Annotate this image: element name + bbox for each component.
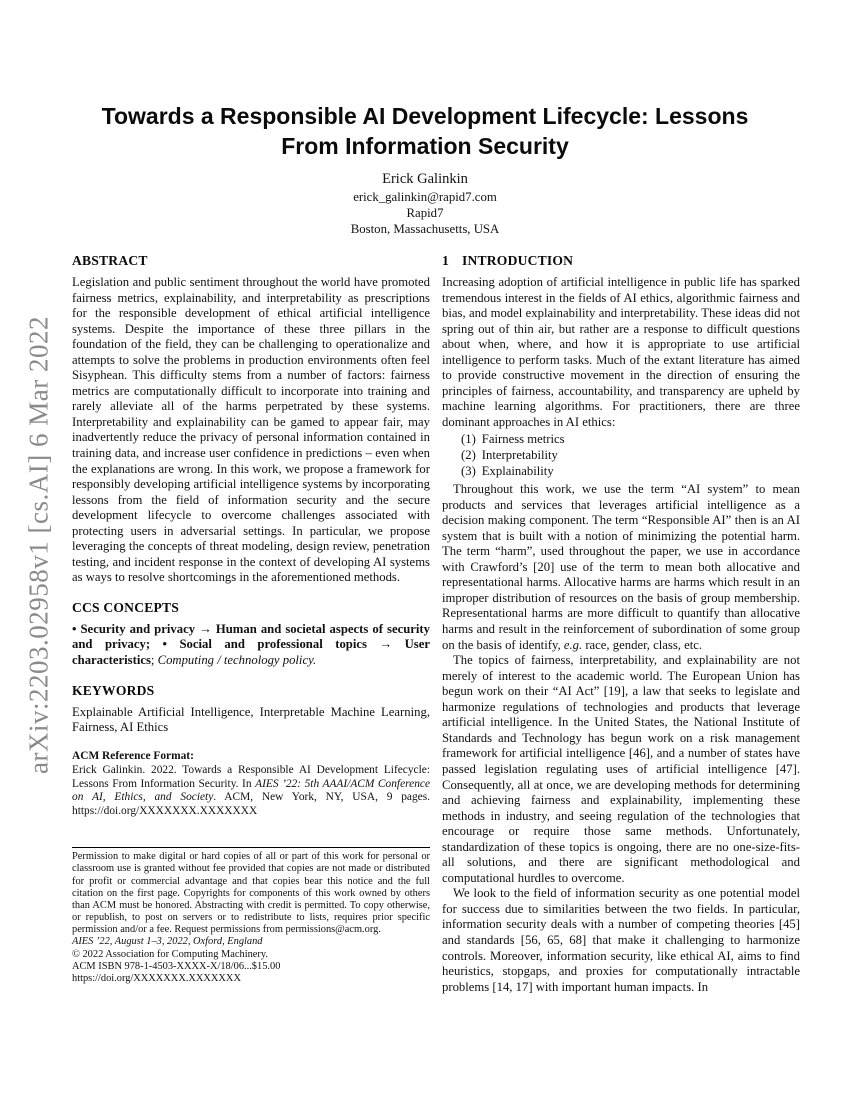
- doi-link[interactable]: https://doi.org/XXXXXXX.XXXXXXX: [72, 972, 241, 984]
- permission-notice: Permission to make digital or hard copies of all or part of this work for personal or classroom use is granted without fee provided that copies are not made or distributed for profit or commercial advantage and that copies bear this notice and the full citation on the first page. Copyrights for components of this work owned by others than ACM must be honored. Abstracting with credit is permitted. To copy otherwise, or republish, to post on servers or to redistribute to lists, requires prior specific permission and/or a fee. Request permissions from permissions@acm.org.: [72, 851, 430, 936]
- copyright-line: © 2022 Association for Computing Machinery.: [72, 948, 268, 960]
- approaches-list: [442, 432, 800, 479]
- ccs-concepts-bold: • Security and privacy → Human and societal aspects of security and privacy; • Social and professional topics → User characteristics: [72, 621, 430, 668]
- section-title: INTRODUCTION: [462, 253, 574, 268]
- list-item-number: (3): [461, 463, 476, 478]
- arxiv-watermark: arXiv:2203.02958v1 [cs.AI] 6 Mar 2022: [23, 316, 54, 774]
- para2-text-b: race, gender, class, etc.: [582, 637, 703, 652]
- section-number: 1: [442, 253, 449, 268]
- intro-paragraph-3: The topics of fairness, interpretability, and explainability are not merely of interest to the academic world. The European Union has begun work on their “AI Act” [19], a law that seeks to legislate and harmonize regulations of technologies and products that leverage artificial intelligence. In the United States, the National Institute of Standards and Technology has begun work on a risk management framework for artificial intelligence [46], and a number of states have passed legislation regulating uses of artificial intelligence [47]. Consequently, all at once, we are developing methods for determining and achieving fairness and explainability, implementing these methods in industry, and seeing regulation of the technologies that encourage or require those same methods. Unfortunately, standardization of these topics is ongoing, there are no one-size-fits-all solutions, and there are significant methodological and computational hurdles to overcome.: [442, 653, 800, 885]
- right-column: [442, 253, 800, 994]
- email-link[interactable]: erick_galinkin@rapid7.com: [353, 190, 497, 204]
- abstract-heading: ABSTRACT: [72, 253, 148, 268]
- author-affiliation: Rapid7: [406, 206, 444, 220]
- abstract-text: Legislation and public sentiment throughout the world have promoted fairness metrics, explainability, and interpretability as prescriptions for the responsible development of ethical artificial intelligence systems. Despite the importance of these three pillars in the foundation of the field, they can be challenging to operationalize and attempts to solve the problems in production environments often feel Sisyphean. This difficulty stems from a number of factors: fairness metrics are computationally difficult to incorporate into training and rarely alleviate all of the harms perpetrated by these systems. Interpretability and explainability can be gamed to appear fair, may inadvertently reduce the privacy of personal information contained in training data, and increase user confidence in predictions – even when the explanations are wrong. In this work, we propose a framework for responsibly developing artificial intelligence systems by incorporating lessons from the field of information security and the secure development lifecycle to overcome challenges associated with protecting users in adversarial settings. In particular, we propose leveraging the concepts of threat modeling, design review, penetration testing, and incident response in the context of developing AI systems as ways to resolve shortcomings in the aforementioned methods.: [72, 275, 430, 585]
- conference-venue-line: AIES ’22, August 1–3, 2022, Oxford, England: [72, 936, 263, 948]
- ccs-text: [72, 622, 430, 669]
- intro-paragraph-1: Increasing adoption of artificial intelligence in public life has sparked tremendous interest in the fields of AI ethics, algorithmic fairness and bias, and model explainability and interpretability. These ideas did not spring out of thin air, but rather are a response to difficult questions about when, where, and how it is appropriate to use artificial intelligence to perform tasks. Much of the extant literature has aimed to provide constructive movement in the direction of ensuring the principles of fairness, accountability, and transparency are upheld by machine learning algorithms. For practitioners, there are three dominant approaches in AI ethics:: [442, 275, 800, 429]
- intro-paragraph-2: [442, 482, 800, 653]
- left-column: [72, 253, 430, 985]
- list-item-number: (1): [461, 432, 476, 447]
- list-item-number: (2): [461, 448, 476, 463]
- keywords-text: Explainable Artificial Intelligence, Interpretable Machine Learning, Fairness, AI Ethics: [72, 704, 430, 735]
- author-name: Erick Galinkin: [382, 171, 468, 187]
- intro-paragraph-4: We look to the field of information security as one potential model for success due to similarities between the two fields. In particular, information security deals with a number of competing theories [45] and standards [56, 65, 68] that make it challenging to harmonize controls. Moreover, information security, like ethical AI, aims to find heuristics, stopgaps, and proxies for computationally intractable problems [14, 17] with important human impacts. In: [442, 886, 800, 994]
- list-item: [442, 432, 800, 448]
- introduction-heading: [442, 253, 800, 269]
- acm-ref-venue: AIES ’22: 5th AAAI/ACM Conference on AI, Ethics, and Society: [72, 777, 430, 804]
- author-email[interactable]: [0, 189, 850, 205]
- paper-header: [0, 101, 850, 237]
- list-item-label: Explainability: [481, 463, 554, 478]
- author-location: Boston, Massachusetts, USA: [350, 222, 500, 236]
- ccs-concepts-italic: Computing / technology policy.: [157, 653, 317, 668]
- ccs-separator: ;: [150, 653, 158, 668]
- list-item: [442, 464, 800, 480]
- keywords-heading: KEYWORDS: [72, 682, 155, 698]
- acm-reference-text: [72, 764, 430, 820]
- acm-ref-part2: . ACM, New York, NY, USA, 9 pages. https://doi.org/XXXXXXX.XXXXXXX: [72, 791, 430, 818]
- author-block: [0, 170, 850, 237]
- acm-reference-heading: ACM Reference Format:: [72, 749, 194, 762]
- para2-eg-italic: e.g.: [563, 637, 583, 652]
- list-item-label: Interpretability: [481, 448, 558, 463]
- paper-title: Towards a Responsible AI Development Lifecycle: Lessons From Information Security: [101, 103, 749, 159]
- footnote-rule: [72, 847, 430, 848]
- copyright-footnote: [72, 847, 430, 985]
- para2-text-a: Throughout this work, we use the term “AI system” to mean products and services that leverages artificial intelligence as a decision making component. The term “Responsible AI” then is an AI system that is built with a notion of minimizing the potential harm. The term “harm”, used throughout the paper, we use in accordance with Crawford’s [20] use of the term to mean both allocative and representational harms. Allocative harms are harms which result in an improper distribution of resources on the basis of group membership. Representational harms are more difficult to quantify than allocative harms and result in the reinforcement of subordination of some group on the basis of identify,: [442, 482, 800, 652]
- acm-ref-part1: Erick Galinkin. 2022. Towards a Responsible AI Development Lifecycle: Lessons From Information Security. In: [72, 763, 430, 790]
- isbn-line: ACM ISBN 978-1-4503-XXXX-X/18/06...$15.00: [72, 960, 281, 972]
- ccs-heading: CCS CONCEPTS: [72, 599, 180, 615]
- two-column-body: [72, 253, 800, 994]
- list-item: [442, 448, 800, 464]
- list-item-label: Fairness metrics: [481, 432, 565, 447]
